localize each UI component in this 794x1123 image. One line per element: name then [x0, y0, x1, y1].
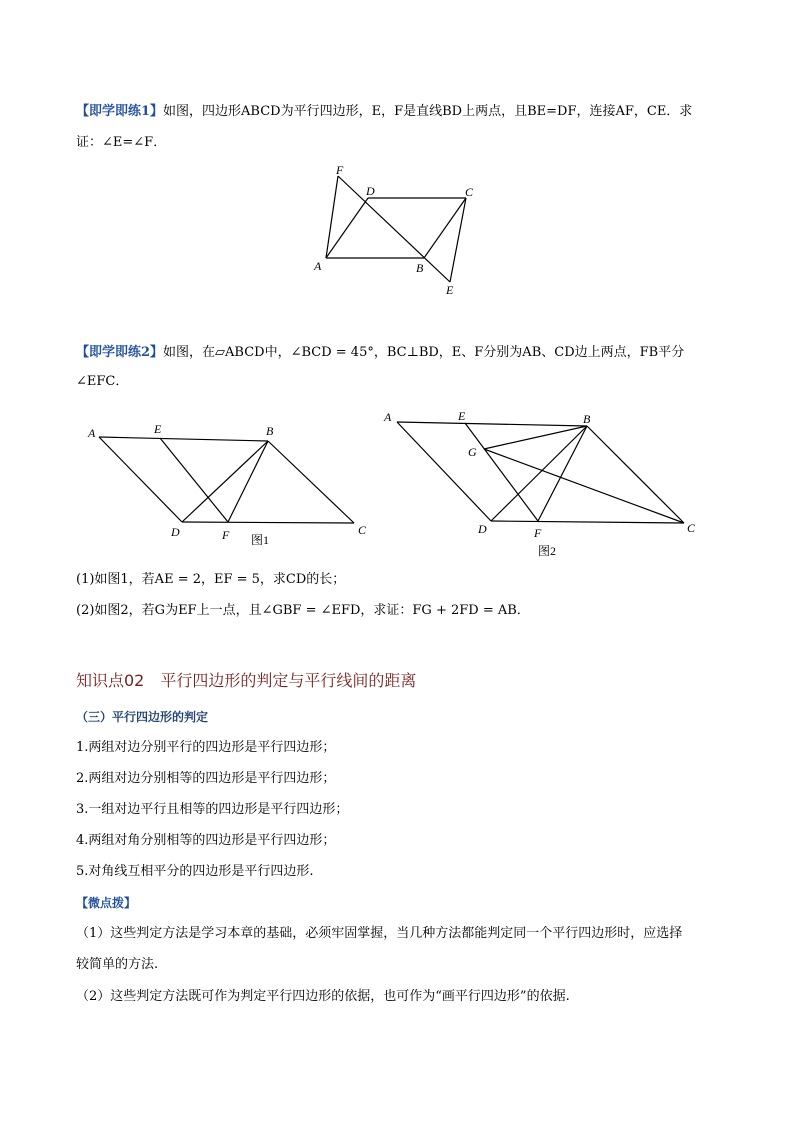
line-FE [338, 176, 450, 282]
question-2: (2)如图2，若G为EF上一点，且∠GBF = ∠EFD，求证：FG + 2FD = AB． [76, 603, 530, 618]
figure-2-caption: 图2 [538, 544, 557, 558]
label-A: A [314, 259, 322, 273]
label-C: C [358, 523, 367, 537]
figure-1-caption: 图1 [251, 533, 270, 547]
label-D: D [478, 522, 487, 536]
label-B: B [416, 261, 424, 275]
label-B: B [583, 412, 591, 426]
tip-tag: 【微点拨】 [76, 896, 137, 910]
criterion-5: 5.对角线互相平分的四边形是平行四边形. [76, 864, 314, 879]
criterion-1: 1.两组对边分别平行的四边形是平行四边形； [76, 740, 336, 755]
segment-CE [450, 198, 466, 282]
exercise-1-text: 如图，四边形ABCD为平行四边形，E，F是直线BD上两点，且BE=DF，连接AF，CE．求 [163, 104, 693, 119]
section-heading: 知识点02 平行四边形的判定与平行线间的距离 [76, 671, 417, 690]
edge-AB [397, 422, 587, 426]
exercise-2-line-1 [76, 344, 684, 362]
label-E: E [154, 422, 162, 436]
label-F: F [534, 526, 542, 540]
label-E: E [446, 283, 454, 297]
edge-AD [326, 198, 368, 258]
label-C: C [465, 185, 474, 199]
label-D: D [171, 525, 180, 539]
criterion-4: 4.两组对角分别相等的四边形是平行四边形； [76, 833, 336, 848]
exercise-2-tag: 【即学即练2】 [76, 345, 164, 360]
label-D: D [366, 184, 375, 198]
label-G: G [468, 445, 477, 459]
exercise-2-text: 如图，在▱ABCD中，∠BCD = 45°，BC⊥BD，E、F分别为AB、CD边上两点，FB平分 [163, 345, 685, 360]
edge-AD [397, 422, 491, 521]
label-B: B [266, 424, 274, 438]
question-1: (1)如图1，若AE = 2，EF = 5，求CD的长； [76, 572, 346, 587]
criterion-2: 2.两组对边分别相等的四边形是平行四边形； [76, 771, 336, 786]
label-C: C [687, 521, 696, 535]
exercise-1-line-2: 证：∠E=∠F． [76, 135, 167, 150]
label-F: F [336, 163, 344, 177]
edge-DC [182, 522, 354, 523]
section-subheading: （三）平行四边形的判定 [76, 710, 209, 724]
tip-1-line-2: 较简单的方法. [76, 957, 159, 972]
segment-EF [465, 423, 538, 521]
edge-BC [268, 441, 354, 523]
segment-FB [228, 441, 268, 522]
segment-AF [326, 176, 338, 258]
diagonal-BD [491, 426, 587, 521]
segment-FB [538, 426, 587, 521]
edge-BC [587, 426, 684, 523]
exercise-1-line-1 [76, 103, 692, 121]
label-E: E [458, 409, 466, 423]
label-F: F [222, 528, 230, 542]
tip-1-line-1: （1）这些判定方法是学习本章的基础，必须牢固掌握，当几种方法都能判定同一个平行四边形时，应选择 [76, 926, 683, 941]
segment-GB [484, 426, 587, 449]
figure-exercise-1 [310, 160, 480, 300]
segment-GC [484, 449, 684, 523]
figure-2-1 [84, 415, 374, 550]
edge-AB [99, 437, 268, 441]
exercise-1-tag: 【即学即练1】 [76, 104, 164, 119]
figure-2-2 [380, 405, 710, 565]
label-A: A [384, 410, 392, 424]
criterion-3: 3.一组对边平行且相等的四边形是平行四边形； [76, 802, 349, 817]
exercise-2-line-2: ∠EFC． [76, 374, 129, 389]
tip-2: （2）这些判定方法既可作为判定平行四边形的依据，也可作为“画平行四边形”的依据. [76, 989, 570, 1004]
edge-DC [491, 521, 684, 523]
label-A: A [88, 426, 96, 440]
